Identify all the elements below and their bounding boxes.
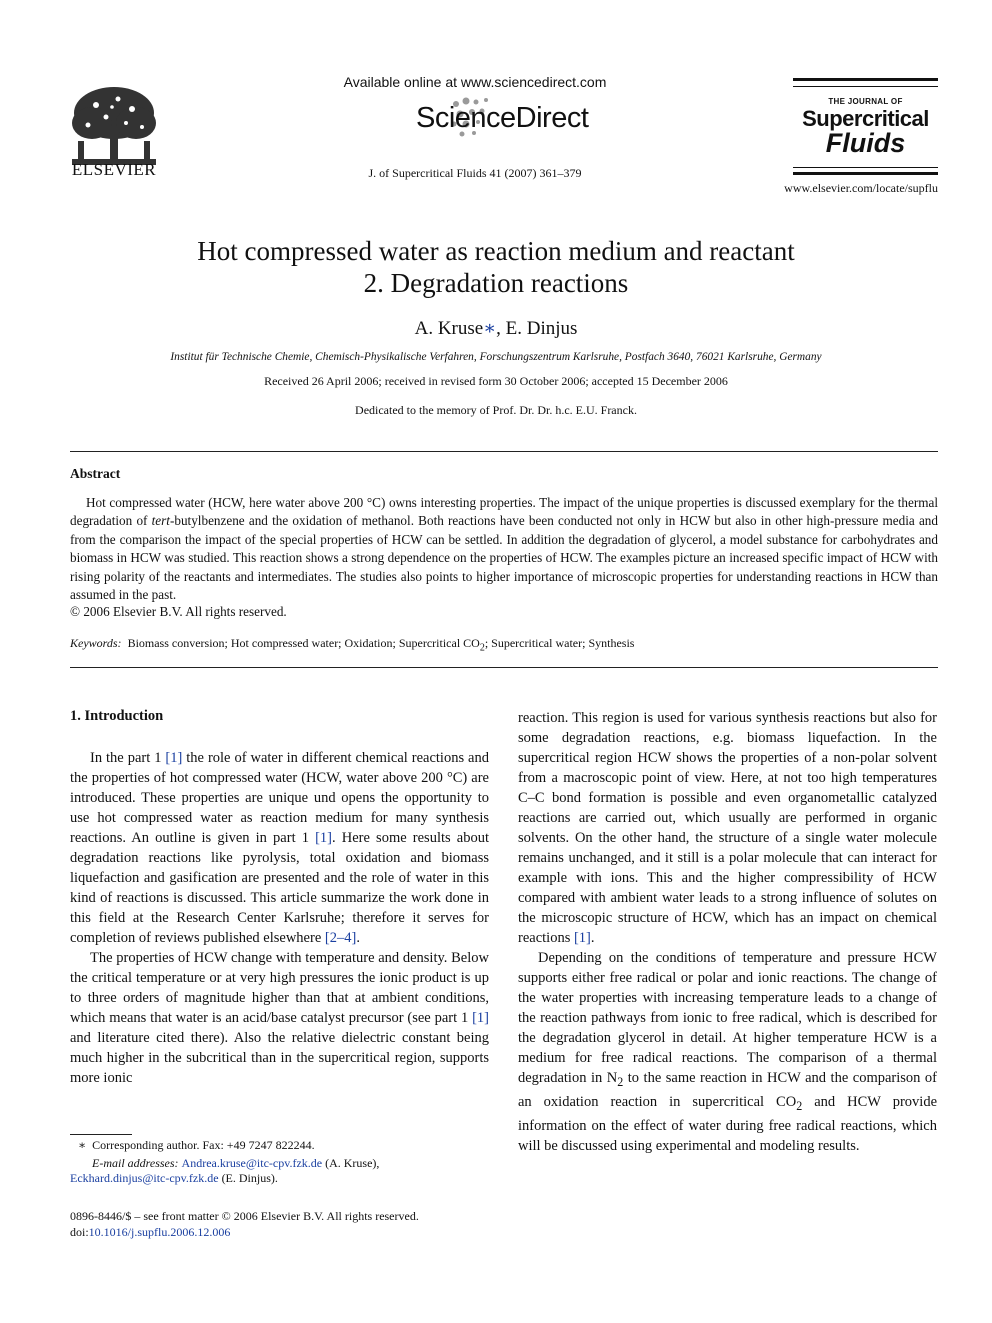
doi-line bbox=[70, 1225, 230, 1240]
journal-logo-line2: Supercritical bbox=[802, 106, 929, 131]
text-run: In the part 1 bbox=[90, 750, 166, 766]
dedication: Dedicated to the memory of Prof. Dr. Dr. h.c. E.U. Franck. bbox=[355, 403, 637, 417]
subscript: 2 bbox=[617, 1074, 624, 1089]
paragraph bbox=[518, 948, 937, 1156]
citation-link[interactable]: [1] bbox=[573, 930, 591, 946]
subscript: 2 bbox=[796, 1098, 803, 1113]
author-1: A. Kruse bbox=[414, 318, 484, 339]
keywords-text-end: ; Supercritical water; Synthesis bbox=[484, 636, 635, 650]
right-column bbox=[518, 708, 937, 1156]
text-run: Depending on the conditions of temperature and pressure HCW supports either free radical or polar and ionic reactions. The change of the water properties with increasing temperature leads to a change of the reaction pathways from ionic to free radical, which is described for the degradation glycerol in detail. At higher temperature HCW is a medium for free radical reactions. The comparison of a thermal degradation in N bbox=[518, 950, 937, 1086]
footnote-text: Corresponding author. Fax: +49 7247 822244. bbox=[92, 1138, 315, 1152]
email-label: E-mail addresses: bbox=[92, 1156, 179, 1170]
author-separator: , bbox=[496, 318, 506, 339]
abstract-text-part2: -butylbenzene and the oxidation of methanol. Both reactions have been conducted not only in HCW but also in other high-pressure media and from the comparison the impact of the special properties of HCW can be settled. In addition the degradation of glycerol, a model substance for carbohydrates and biomass in HCW was studied. This reaction shows a strong dependence on the properties of HCW. The examples picture an increased specific impact of HCW with rising polarity of the reactants and intermediates. The studies also points to higher importance of microscopic properties for understanding reactions in HCW than assumed in the past. bbox=[70, 513, 938, 603]
journal-logo-line3: Fluids bbox=[825, 128, 906, 158]
available-online-text: Available online at www.sciencedirect.com bbox=[343, 74, 607, 90]
left-column bbox=[70, 748, 489, 1088]
keywords-text: Biomass conversion; Hot compressed water; Oxidation; Supercritical CO bbox=[127, 636, 480, 650]
author-2: E. Dinjus bbox=[505, 318, 578, 339]
text-run: and HCW provide information on the effect of water during free radical reactions, which will be discussed using experimental and modeling results. bbox=[518, 1093, 938, 1154]
citation-link[interactable]: [1] bbox=[165, 750, 183, 766]
issn-line: 0896-8446/$ – see front matter © 2006 Elsevier B.V. All rights reserved. bbox=[70, 1209, 419, 1223]
author-list bbox=[0, 317, 992, 340]
publisher-name: ELSEVIER bbox=[71, 160, 157, 179]
text-run: the role of water in different chemical reactions and the properties of hot compressed water (HCW, water above 200 °C) are introduced. These properties are unique und opens the opportunity to use hot compressed water as reaction medium for many synthesis reactions. An outline is given in part 1 bbox=[70, 750, 489, 846]
received-dates: Received 26 April 2006; received in revised form 30 October 2006; accepted 15 December 2006 bbox=[264, 374, 728, 388]
paragraph bbox=[518, 708, 937, 948]
footnote-email-line1 bbox=[92, 1156, 379, 1171]
email-link-dinjus[interactable]: Eckhard.dinjus@itc-cpv.fzk.de bbox=[70, 1171, 219, 1185]
section-heading: 1. Introduction bbox=[70, 708, 164, 724]
keywords-subscript: 2 bbox=[479, 642, 485, 654]
abstract-text-italic: tert bbox=[151, 513, 170, 529]
article-title-line2: 2. Degradation reactions bbox=[363, 268, 629, 298]
affiliation: Institut für Technische Chemie, Chemisch-Physikalische Verfahren, Forschungszentrum Karlsruhe, Postfach 3640, 76021 Karlsruhe, Germany bbox=[170, 351, 822, 363]
sciencedirect-logo-text: ScienceDirect bbox=[416, 102, 589, 134]
journal-logo bbox=[793, 78, 938, 178]
divider-top bbox=[70, 451, 938, 452]
footnote-mark: ∗ bbox=[78, 1138, 87, 1152]
text-run: The properties of HCW change with temperature and density. Below the critical temperature or at very high pressures the ionic product is up to three orders of magnitude higher than that at ambient conditions, which means that water is an acid/base catalyst precursor (see part 1 bbox=[70, 950, 489, 1026]
text-run: and literature cited there). Also the relative dielectric constant being much higher in the subcritical than in the supercritical region, supports more ionic bbox=[70, 1030, 489, 1086]
keywords-label: Keywords: bbox=[70, 636, 122, 650]
email-link-kruse[interactable]: Andrea.kruse@itc-cpv.fzk.de bbox=[181, 1156, 323, 1170]
citation-link[interactable]: [1] bbox=[315, 830, 333, 846]
corresponding-author-mark[interactable]: ∗ bbox=[483, 318, 497, 339]
doi-label: doi: bbox=[70, 1225, 89, 1239]
text-run: . bbox=[590, 930, 595, 946]
journal-citation: J. of Supercritical Fluids 41 (2007) 361–379 bbox=[368, 166, 582, 180]
footnote-email-line2 bbox=[70, 1171, 278, 1186]
text-run: reaction. This region is used for various synthesis reactions but also for some degradation reactions, e.g. biomass liquefaction. In the supercritical region HCW shows the properties of a non-polar solvent from a macroscopic point of view. Here, at not too high temperatures C–C bond formation is possible and even organometallic catalyzed reactions are carried out, which usually are performed in organic solvents. On the other hand, the structure of a single water molecule remains unchanged, and it still is a polar molecule that can interact for example with ions. This and the higher compressibility of HCW compared with ambient water leads to a strong influence of solutes on the microscopic structure of HCW, which has an impact on chemical reactions bbox=[518, 710, 937, 946]
abstract-heading: Abstract bbox=[70, 466, 121, 481]
footnote-corresponding bbox=[78, 1138, 315, 1153]
text-run: to the same reaction in HCW and the comparison of an oxidation reaction in supercritical CO bbox=[518, 1070, 937, 1110]
doi-link[interactable]: 10.1016/j.supflu.2006.12.006 bbox=[88, 1225, 231, 1239]
abstract-text-part1: Hot compressed water (HCW, here water above 200 °C) owns interesting properties. The impact of the unique properties is discussed exemplary for the thermal degradation of bbox=[70, 495, 938, 529]
article-title-line1: Hot compressed water as reaction medium and reactant bbox=[197, 236, 795, 266]
email-owner: (E. Dinjus). bbox=[218, 1171, 278, 1185]
text-run: . bbox=[356, 930, 360, 946]
citation-link[interactable]: [2–4] bbox=[324, 930, 357, 946]
keywords bbox=[70, 636, 634, 653]
citation-link[interactable]: [1] bbox=[472, 1010, 489, 1026]
text-run: . Here some results about degradation reactions like pyrolysis, total oxidation and biomass liquefaction and gasification are presented and the role of water in this kind of reactions is discussed. This article summarize the work done in this field at the Research Center Karlsruhe; therefore it serves for completion of reviews published elsewhere bbox=[70, 830, 489, 946]
journal-logo-line1: THE JOURNAL OF bbox=[828, 97, 903, 106]
abstract-copyright: © 2006 Elsevier B.V. All rights reserved. bbox=[70, 604, 287, 619]
paragraph bbox=[70, 948, 489, 1088]
divider-bottom bbox=[70, 667, 938, 668]
email-owner: (A. Kruse), bbox=[322, 1156, 380, 1170]
journal-url[interactable]: www.elsevier.com/locate/supflu bbox=[784, 181, 938, 195]
paragraph bbox=[70, 748, 489, 948]
abstract-text bbox=[70, 494, 938, 604]
footnote-rule bbox=[70, 1134, 132, 1135]
